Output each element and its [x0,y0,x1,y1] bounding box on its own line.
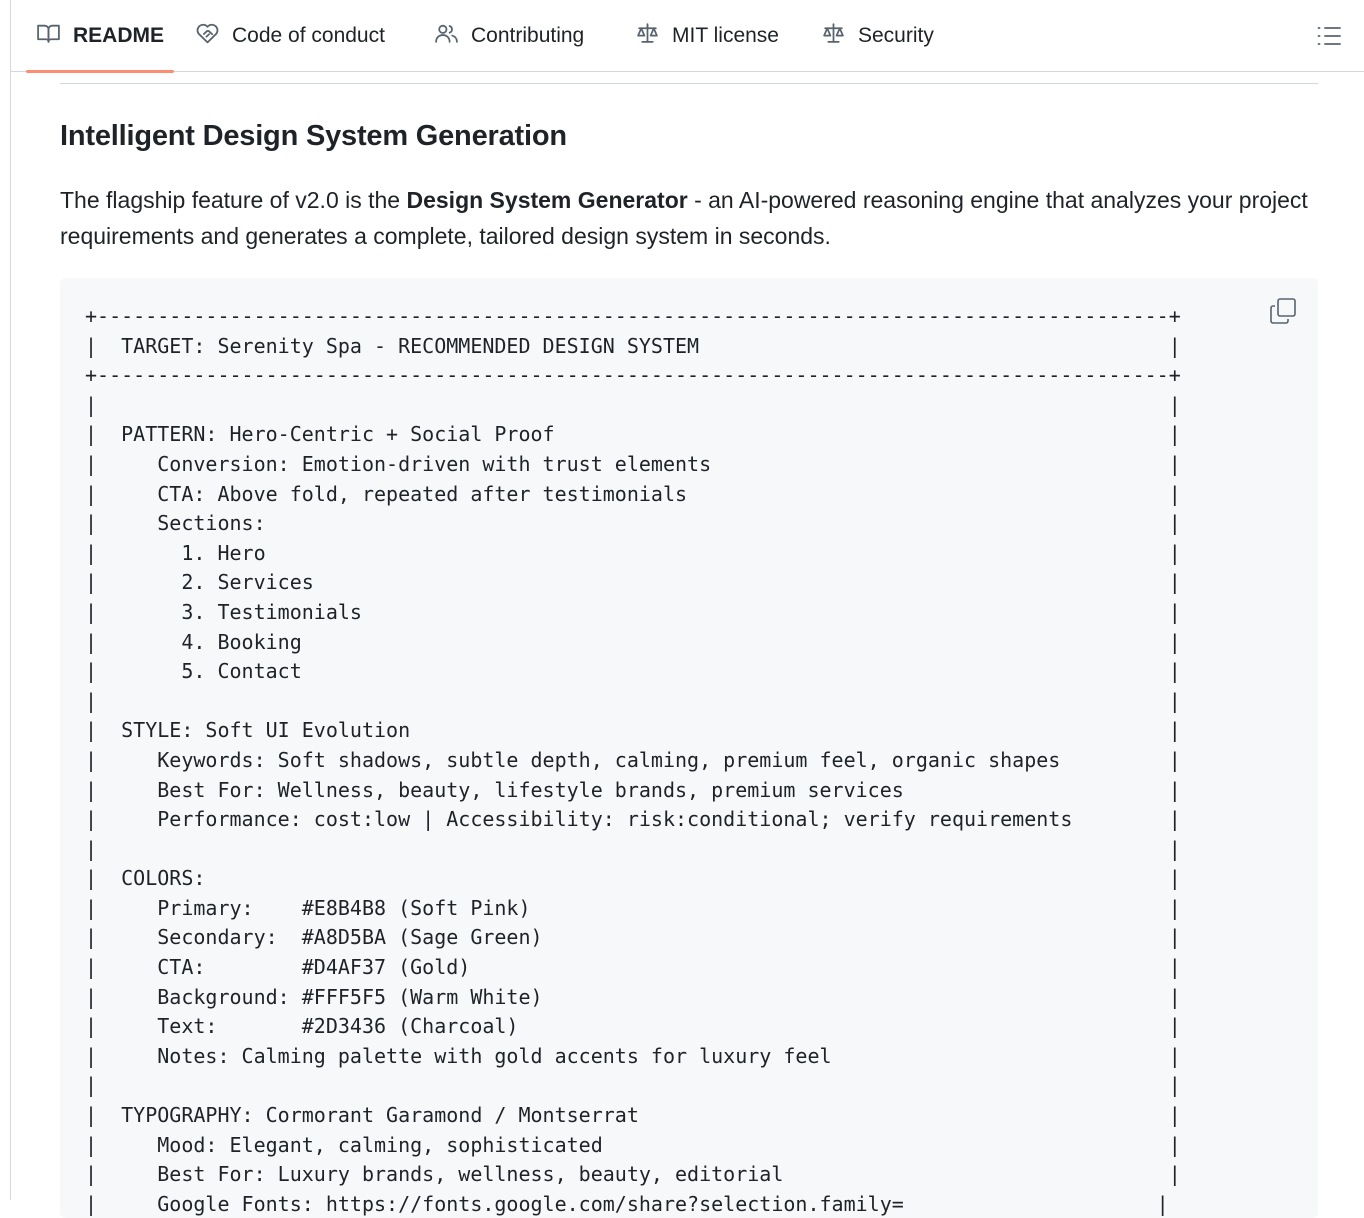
code-block [60,278,1318,1218]
tab-readme[interactable] [24,0,176,72]
repo-file-tabs [11,0,1364,72]
tab-label: MIT license [672,24,779,47]
outline-button[interactable] [1315,22,1343,50]
section-divider [60,83,1318,84]
tab-label: Security [858,24,934,47]
intro-bold-text: Design System Generator [406,187,688,213]
people-icon [434,21,459,52]
tab-label: Code of conduct [232,24,385,47]
tab-mit-license[interactable] [623,0,791,72]
section-heading: Intelligent Design System Generation [60,120,567,152]
code-of-conduct-icon [195,21,220,52]
copy-icon [1268,313,1298,330]
tab-code-of-conduct[interactable] [183,0,397,72]
intro-paragraph [60,182,1322,254]
tab-security[interactable] [809,0,946,72]
code-content: +-----------------------------------------------------------------------------------------+ | TARGET: Serenity Spa - RECOMMENDED DESIGN SYSTEM | +-----------------------------------------------------------------------------------------+ | | | PATTERN: Hero-Centric + Social Proof | | Conversion: Emotion-driven with trust elements | | CTA: Above fold, repeated after testimonials | | Sections: | | 1. Hero | | 2. Services | | 3. Testimonials | | 4. Booking | | 5. Contact | | | | STYLE: Soft UI Evolution | | Keywords: Soft shadows, subtle depth, calming, premium feel, organic shapes | | Best For: Wellness, beauty, lifestyle brands, premium services | | Performance: cost:low | Accessibility: risk:conditional; verify requirements | | | | COLORS: | | Primary: #E8B4B8 (Soft Pink) | | Secondary: #A8D5BA (Sage Green) | | CTA: #D4AF37 (Gold) | | Background: #FFF5F5 (Warm White) | | Text: #2D3436 (Charcoal) | | Notes: Calming palette with gold accents for luxury feel | | | | TYPOGRAPHY: Cormorant Garamond / Montserrat | | Mood: Elegant, calming, sophisticated | | Best For: Luxury brands, wellness, beauty, editorial | | Google Fonts: https://fonts.google.com/share?selection.family= | [85,304,1181,1216]
book-icon [36,21,61,52]
law-icon [635,21,660,52]
tab-contributing[interactable] [422,0,596,72]
tab-label: Contributing [471,24,585,47]
law-icon [821,21,846,52]
intro-text: The flagship feature of v2.0 is the [60,187,407,213]
copy-button[interactable] [1268,296,1298,326]
list-unordered-icon [1315,37,1343,54]
readme-panel [10,0,1364,1216]
intro-text-rest: - an AI-powered reasoning engine that analyzes your project requirements and generates a complete, tailored design system in seconds. [60,187,1308,249]
tab-label: README [73,24,165,47]
